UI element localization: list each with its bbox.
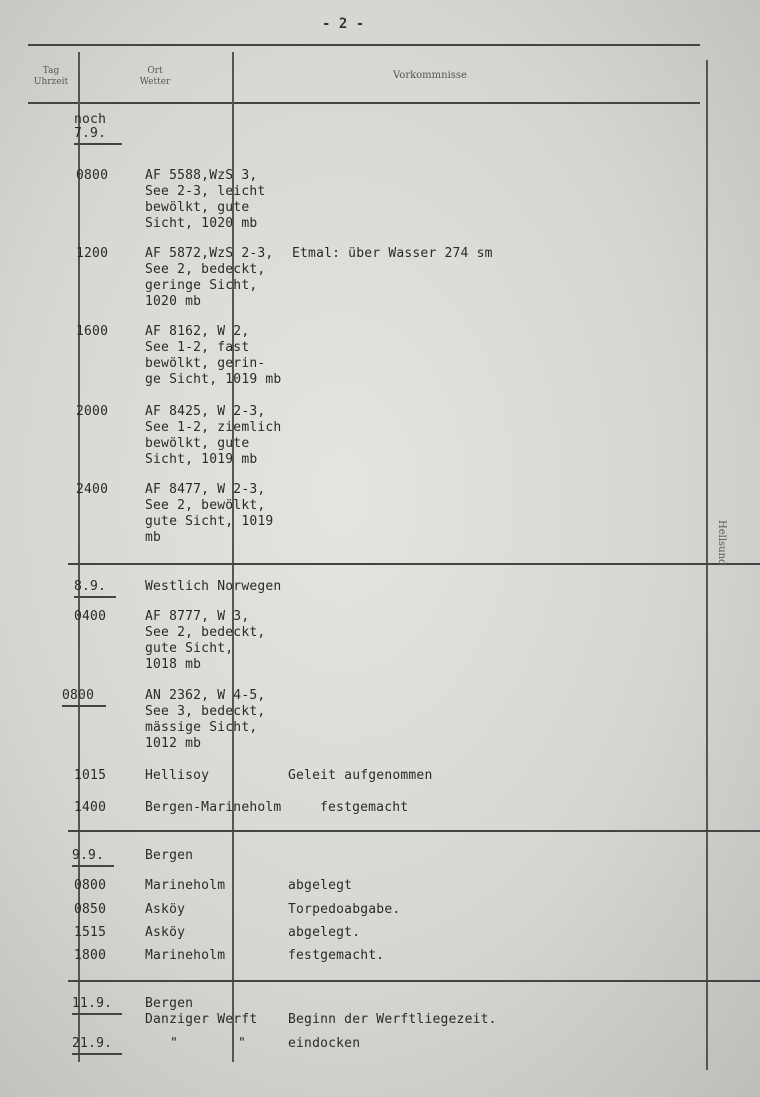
entry-place: Hellisoy — [145, 768, 210, 783]
entry-weather: AF 5588,WzS 3, See 2-3, leicht bewölkt, gute Sicht, 1020 mb — [145, 168, 266, 231]
margin-note: Hellsund — [716, 520, 727, 566]
entry-weather: AF 8162, W 2, See 1-2, fast bewölkt, gerin- ge Sicht, 1019 mb — [145, 324, 282, 387]
entry-event: abgelegt. — [288, 925, 361, 940]
entry-time: 1515 — [74, 925, 107, 940]
entry-time: 0850 — [74, 902, 107, 917]
entry-place: Marineholm — [145, 878, 226, 893]
entry-place: Bergen — [145, 848, 194, 863]
section-rule-9-9 — [68, 830, 760, 832]
header-bottom-rule — [28, 102, 700, 104]
entry-weather: AF 8777, W 3, See 2, bedeckt, gute Sicht, 1018 mb — [145, 609, 266, 672]
entry-time: 1015 — [74, 768, 107, 783]
entry-place: Westlich Norwegen — [145, 579, 282, 594]
entry-time: 0800 — [74, 878, 107, 893]
entry-time: 2000 — [76, 404, 109, 419]
entry-time: 1200 — [76, 246, 109, 261]
entry-time: 1800 — [74, 948, 107, 963]
entry-event: Torpedoabgabe. — [288, 902, 401, 917]
entry-event: eindocken — [288, 1036, 361, 1051]
header-day-time: Tag Uhrzeit — [33, 66, 69, 87]
header-top-rule — [28, 44, 700, 46]
entry-place: Bergen-Marineholm — [145, 800, 282, 815]
entry-place: Asköy — [145, 925, 186, 940]
entry-place: Asköy — [145, 902, 186, 917]
entry-time: 1400 — [74, 800, 107, 815]
entry-event: Etmal: über Wasser 274 sm — [292, 246, 493, 261]
entry-time: 0400 — [74, 609, 107, 624]
entry-place: Marineholm — [145, 948, 226, 963]
entry-event: festgemacht — [320, 800, 409, 815]
ditto-mark: " — [238, 1036, 247, 1051]
entry-weather: AN 2362, W 4-5, See 3, bedeckt, mässige Sicht, 1012 mb — [145, 688, 266, 751]
entry-event: Beginn der Werftliegezeit. — [288, 1012, 497, 1027]
right-border — [706, 60, 708, 1070]
header-place-weather: Ort Wetter — [139, 66, 171, 87]
entry-time: 0800 — [62, 688, 106, 707]
entry-weather: AF 8425, W 2-3, See 1-2, ziemlich bewölkt, gute Sicht, 1019 mb — [145, 404, 282, 467]
entry-date: 8.9. — [74, 579, 116, 598]
entry-event: festgemacht. — [288, 948, 385, 963]
entry-weather: AF 5872,WzS 2-3, See 2, bedeckt, geringe Sicht, 1020 mb — [145, 246, 274, 309]
entry-date: 11.9. — [72, 996, 122, 1015]
entry-time: 1600 — [76, 324, 109, 339]
section-rule-11-9 — [68, 980, 760, 982]
header-events: Vorkommnisse — [393, 70, 467, 81]
entry-date-cont: noch — [74, 112, 107, 127]
entry-date: 7.9. — [74, 126, 122, 145]
section-rule-8-9 — [68, 563, 760, 565]
ditto-mark: " — [170, 1036, 179, 1051]
page-number: - 2 - — [322, 16, 365, 32]
entry-event: abgelegt — [288, 878, 353, 893]
entry-place: Bergen Danziger Werft — [145, 996, 258, 1027]
entry-time: 2400 — [76, 482, 109, 497]
entry-time: 0800 — [76, 168, 109, 183]
entry-weather: AF 8477, W 2-3, See 2, bewölkt, gute Sicht, 1019 mb — [145, 482, 274, 545]
entry-date: 9.9. — [72, 848, 114, 867]
entry-event: Geleit aufgenommen — [288, 768, 433, 783]
entry-date: 21.9. — [72, 1036, 122, 1055]
